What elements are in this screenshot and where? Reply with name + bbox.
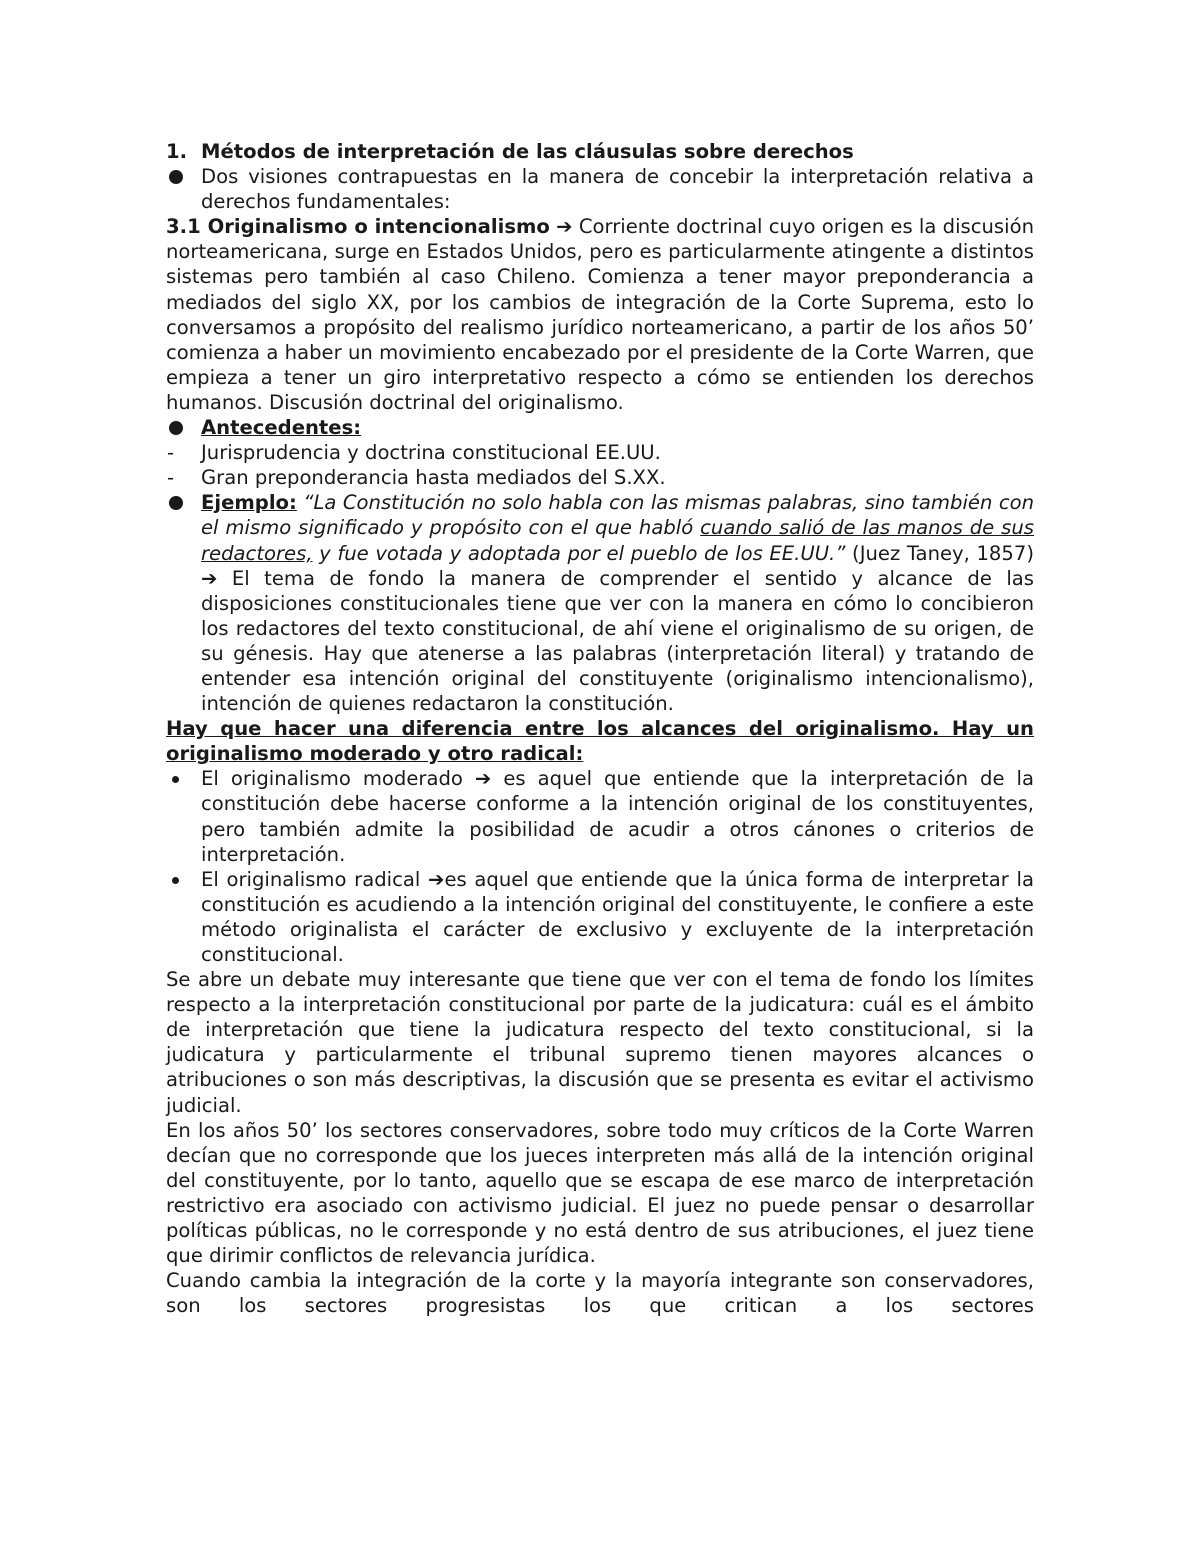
ejemplo-citation: (Juez Taney, 1857) bbox=[852, 541, 1034, 565]
bullet-icon bbox=[166, 415, 201, 440]
arrow-icon: ➔ bbox=[428, 867, 445, 891]
originalismo-type-item bbox=[166, 867, 1034, 967]
heading-number: 1. bbox=[166, 140, 188, 163]
ejemplo-quote-part2: y fue votada y adoptada por el pueblo de los EE.UU.” bbox=[319, 541, 846, 565]
section-3-1-paragraph bbox=[166, 214, 1034, 415]
section-3-1-title: 3.1 Originalismo o intencionalismo bbox=[166, 215, 550, 239]
antecedentes-item bbox=[166, 465, 1034, 490]
bullet-icon bbox=[166, 490, 201, 515]
antecedentes-label: Antecedentes: bbox=[201, 416, 362, 440]
ejemplo-quote-part1: “La Constitución no solo habla con las mismas palabras, sino también con el mismo significado y propósito con el que habló bbox=[201, 491, 1035, 540]
type-description: es aquel que entiende que la interpretación de la constitución debe hacerse conforme a la intención original de los constituyentes, pero también admite la posibilidad de acudir a otros cánones o criterios de interpretación. bbox=[201, 767, 1035, 866]
document-page bbox=[166, 139, 1034, 1318]
bullet-icon bbox=[166, 766, 201, 791]
ejemplo-label: Ejemplo: bbox=[201, 491, 297, 515]
arrow-icon: ➔ bbox=[474, 767, 492, 791]
intro-bullet-text: Dos visiones contrapuestas en la manera de concebir la interpretación relativa a derechos fundamentales: bbox=[201, 165, 1034, 214]
ejemplo-bullet bbox=[166, 490, 1034, 716]
body-paragraph: Cuando cambia la integración de la corte y la mayoría integrante son conservadores, son los sectores progresistas los que critican a los sectores bbox=[166, 1269, 1034, 1318]
bullet-icon bbox=[166, 867, 201, 892]
type-name: El originalismo radical bbox=[201, 867, 421, 891]
body-paragraph: Se abre un debate muy interesante que tiene que ver con el tema de fondo los límites respecto a la interpretación constitucional por parte de la judicatura: cuál es el ámbito de interpretación que tiene la judicatura respecto del texto constitucional, si la judicatura y particularmente el tribunal supremo tienen mayores alcances o atribuciones o son más descriptivas, la discusión que se presenta es evitar el activismo judicial. bbox=[166, 968, 1034, 1117]
dash-icon bbox=[166, 465, 201, 490]
ejemplo-quote-underlined: cuando salió de las manos de sus redactores, bbox=[201, 516, 1034, 565]
dash-icon bbox=[166, 440, 201, 465]
originalismo-type-text bbox=[201, 867, 1034, 967]
section-heading bbox=[166, 139, 1034, 164]
type-description: es aquel que entiende que la única forma de interpretar la constitución es acudiendo a la intención original del constituyente, le confiere a este método originalista el carácter de exclusivo y excluyente de la interpretación constitucional. bbox=[201, 867, 1034, 966]
arrow-icon: ➔ bbox=[201, 566, 218, 590]
arrow-icon: ➔ bbox=[556, 215, 573, 239]
intro-bullet bbox=[166, 164, 1034, 214]
ejemplo-paragraph bbox=[201, 490, 1034, 716]
bullet-icon bbox=[166, 164, 201, 189]
body-paragraph: En los años 50’ los sectores conservadores, sobre todo muy críticos de la Corte Warren decían que no corresponde que los jueces interpreten más allá de la intención original del constituyente, por lo tanto, aquello que se escapa de ese marco de interpretación restrictivo era asociado con activismo judicial. El juez no puede pensar o desarrollar políticas públicas, no le corresponde y no está dentro de sus atribuciones, el juez tiene que dirimir conflictos de relevancia jurídica. bbox=[166, 1118, 1034, 1268]
type-name: El originalismo moderado bbox=[201, 767, 463, 791]
antecedentes-item-text: Gran preponderancia hasta mediados del S.XX. bbox=[201, 466, 666, 490]
antecedentes-item bbox=[166, 440, 1034, 465]
antecedentes-item-text: Jurisprudencia y doctrina constitucional EE.UU. bbox=[201, 441, 661, 465]
section-3-1-text: Corriente doctrinal cuyo origen es la discusión norteamericana, surge en Estados Unidos, pero es particularmente atingente a distintos sistemas pero también al caso Chileno. Comienza a tener mayor preponderancia a mediados del siglo XX, por los cambios de integración de la Corte Suprema, esto lo conversamos a propósito del realismo jurídico norteamericano, a partir de los años 50’ comienza a haber un movimiento encabezado por el presidente de la Corte Warren, que empieza a tener un giro interpretativo respecto a cómo se entienden los derechos humanos. Discusión doctrinal del originalismo. bbox=[166, 215, 1034, 414]
antecedentes-bullet bbox=[166, 415, 1034, 440]
originalismo-type-text bbox=[201, 766, 1034, 866]
diferencia-heading: Hay que hacer una diferencia entre los alcances del originalismo. Hay un originalismo moderado y otro radical: bbox=[166, 717, 1034, 766]
ejemplo-text: El tema de fondo la manera de comprender el sentido y alcance de las disposiciones constitucionales tiene que ver con la manera en cómo lo concibieron los redactores del texto constitucional, de ahí viene el originalismo de su origen, de su génesis. Hay que atenerse a las palabras (interpretación literal) y tratando de entender esa intención original del constituyente (originalismo intencionalismo), intención de quienes redactaron la constitución. bbox=[201, 566, 1034, 716]
originalismo-type-item bbox=[166, 766, 1034, 866]
heading-title: Métodos de interpretación de las cláusulas sobre derechos bbox=[201, 140, 854, 163]
